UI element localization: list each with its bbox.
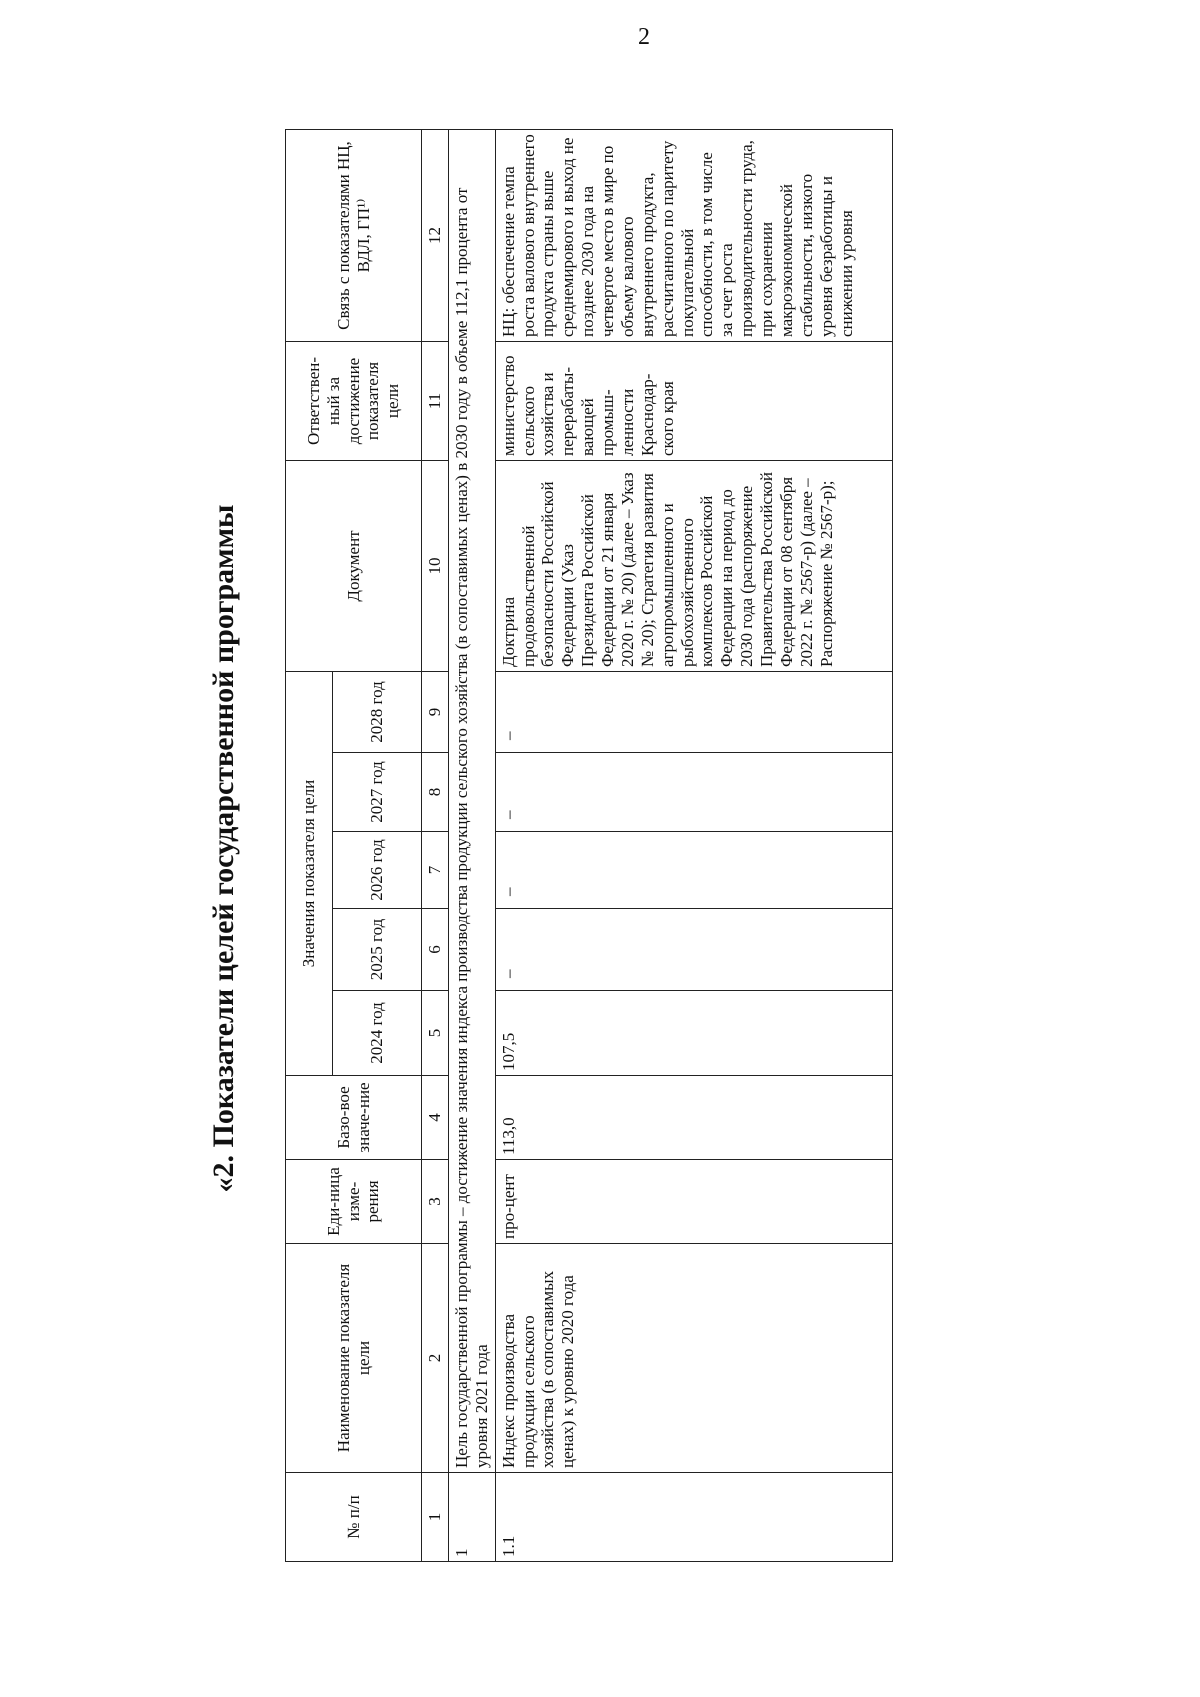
header-document: Документ xyxy=(286,461,422,672)
column-number: 10 xyxy=(422,461,449,672)
column-number: 2 xyxy=(422,1244,449,1473)
goal-row xyxy=(448,130,495,1562)
header-year-2028: 2028 год xyxy=(333,672,422,753)
column-number: 6 xyxy=(422,909,449,991)
header-year-2027: 2027 год xyxy=(333,753,422,832)
header-indicator-name: Наименование показателя цели xyxy=(286,1244,422,1473)
header-year-2026: 2026 год xyxy=(333,832,422,909)
header-values-group: Значения показателя цели xyxy=(286,672,333,1076)
column-number: 7 xyxy=(422,832,449,909)
header-unit: Еди-ница изме-рения xyxy=(286,1160,422,1244)
row-value-2026: – xyxy=(495,832,892,909)
column-number: 4 xyxy=(422,1076,449,1160)
goal-indicators-table xyxy=(285,129,893,1562)
header-row-1 xyxy=(286,130,333,1562)
row-value-2028: – xyxy=(495,672,892,753)
column-numbers-row xyxy=(422,130,449,1562)
header-year-2024: 2024 год xyxy=(333,991,422,1076)
row-link: НЦ: обеспечение темпа роста валового внутреннего продукта страны выше среднемирового и выход не позднее 2030 года на четвертое место в мире по объему валового внутреннего продукта, рассчитанного по паритету покупательной способности, в том числе за счет роста производительности труда, при сохранении макроэкономической стабильности, низкого уровня безработицы и снижении уровня xyxy=(495,130,892,342)
row-number: 1.1 xyxy=(495,1473,892,1562)
row-value-2027: – xyxy=(495,753,892,832)
header-year-2025: 2025 год xyxy=(333,909,422,991)
header-base-value: Базо-вое значе-ние xyxy=(286,1076,422,1160)
row-unit: про-цент xyxy=(495,1160,892,1244)
column-number: 1 xyxy=(422,1473,449,1562)
column-number: 12 xyxy=(422,130,449,342)
row-document: Доктрина продовольственной безопасности Российской Федерации (Указ Президента Российской Федерации от 21 января 2020 г. № 20) (далее – Указ № 20); Стратегия развития агропромышленного и рыбохозяйственного комплексов Российской Федерации на период до 2030 года (распоряжение Правительства Российской Федерации от 08 сентября 2022 г. № 2567-р) (далее – Распоряжение № 2567-р); xyxy=(495,461,892,672)
section-title: «2. Показатели целей государственной программы xyxy=(207,504,240,1193)
header-number: № п/п xyxy=(286,1473,422,1562)
column-number: 5 xyxy=(422,991,449,1076)
row-value-2024: 107,5 xyxy=(495,991,892,1076)
goal-number: 1 xyxy=(448,1473,495,1562)
column-number: 9 xyxy=(422,672,449,753)
row-responsible: министерство сельского хозяйства и перерабаты-вающей промыш-ленности Краснодар-ского края xyxy=(495,342,892,461)
header-link: Связь с показателями НЦ, ВДЛ, ГП¹⁾ xyxy=(286,130,422,342)
table-row xyxy=(495,130,892,1562)
column-number: 11 xyxy=(422,342,449,461)
goal-text: Цель государственной программы – достижение значения индекса производства продукции сельского хозяйства (в сопоставимых ценах) в 2030 году в объеме 112,1 процента от уровня 2021 года xyxy=(448,130,495,1473)
page-number: 2 xyxy=(638,24,650,50)
column-number: 8 xyxy=(422,753,449,832)
row-indicator-name: Индекс производства продукции сельского хозяйства (в сопоставимых ценах) к уровню 2020 года xyxy=(495,1244,892,1473)
row-value-2025: – xyxy=(495,909,892,991)
row-base-value: 113,0 xyxy=(495,1076,892,1160)
column-number: 3 xyxy=(422,1160,449,1244)
header-responsible: Ответствен-ный за достижение показателя цели xyxy=(286,342,422,461)
